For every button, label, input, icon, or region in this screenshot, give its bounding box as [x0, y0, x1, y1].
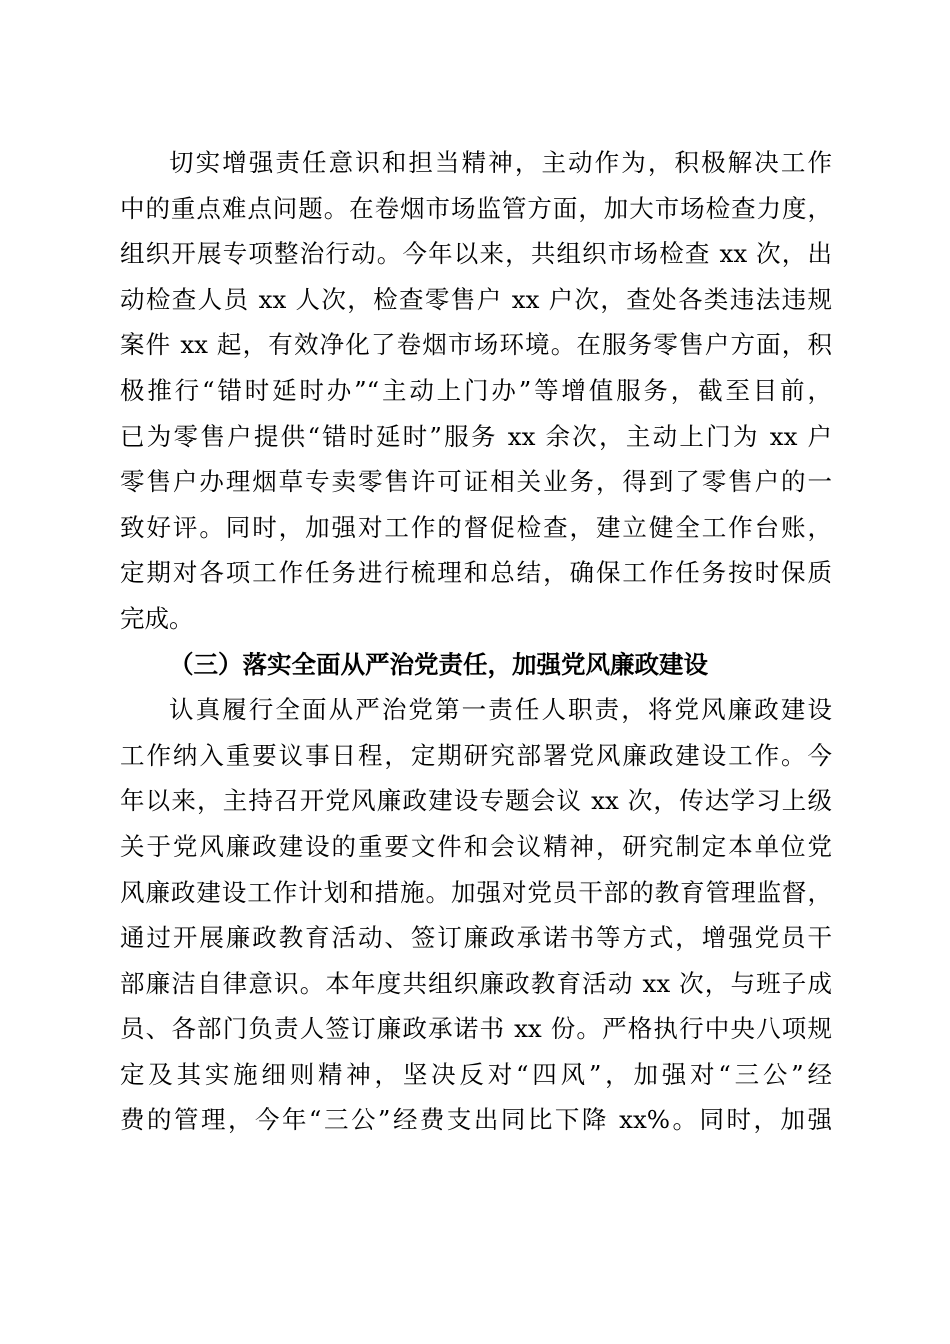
paragraph-line: 部廉洁自律意识。本年度共组织廉政教育活动 xx 次，与班子成 [120, 968, 832, 998]
paragraph-line: 年以来，主持召开党风廉政建设专题会议 xx 次，传达学习上级 [120, 786, 832, 816]
paragraph-line: 动检查人员 xx 人次，检查零售户 xx 户次，查处各类违法违规 [120, 284, 832, 314]
paragraph-line: 费的管理，今年“三公”经费支出同比下降 xx%。同时，加强 [120, 1105, 832, 1135]
paragraph-line: 零售户办理烟草专卖零售许可证相关业务，得到了零售户的一 [120, 467, 832, 497]
paragraph-line: 通过开展廉政教育活动、签订廉政承诺书等方式，增强党员干 [120, 923, 832, 953]
paragraph-line: 员、各部门负责人签订廉政承诺书 xx 份。严格执行中央八项规 [120, 1014, 832, 1044]
paragraph-line: 定及其实施细则精神，坚决反对“四风”，加强对“三公”经 [120, 1059, 832, 1089]
paragraph-line: 认真履行全面从严治党第一责任人职责，将党风廉政建设 [169, 695, 832, 725]
paragraph-line: 完成。 [120, 603, 194, 633]
document-body [120, 140, 832, 1143]
paragraph-line: 案件 xx 起，有效净化了卷烟市场环境。在服务零售户方面，积 [120, 330, 832, 360]
section-heading: （三）落实全面从严治党责任，加强党风廉政建设 [169, 649, 708, 679]
paragraph-line: 极推行“错时延时办”“主动上门办”等增值服务，截至目前， [120, 375, 832, 405]
paragraph-line: 致好评。同时，加强对工作的督促检查，建立健全工作台账， [120, 512, 832, 542]
paragraph-line: 工作纳入重要议事日程，定期研究部署党风廉政建设工作。今 [120, 740, 832, 770]
paragraph-responsibility [120, 140, 832, 642]
paragraph-line: 风廉政建设工作计划和措施。加强对党员干部的教育管理监督， [120, 877, 832, 907]
paragraph-line: 关于党风廉政建设的重要文件和会议精神，研究制定本单位党 [120, 831, 832, 861]
paragraph-party-conduct [120, 687, 832, 1143]
paragraph-line: 中的重点难点问题。在卷烟市场监管方面，加大市场检查力度， [120, 193, 832, 223]
paragraph-line: 组织开展专项整治行动。今年以来，共组织市场检查 xx 次，出 [120, 239, 832, 269]
paragraph-line: 定期对各项工作任务进行梳理和总结，确保工作任务按时保质 [120, 558, 832, 588]
paragraph-line: 切实增强责任意识和担当精神，主动作为，积极解决工作 [169, 148, 832, 177]
paragraph-line: 已为零售户提供“错时延时”服务 xx 余次，主动上门为 xx 户 [120, 421, 832, 451]
